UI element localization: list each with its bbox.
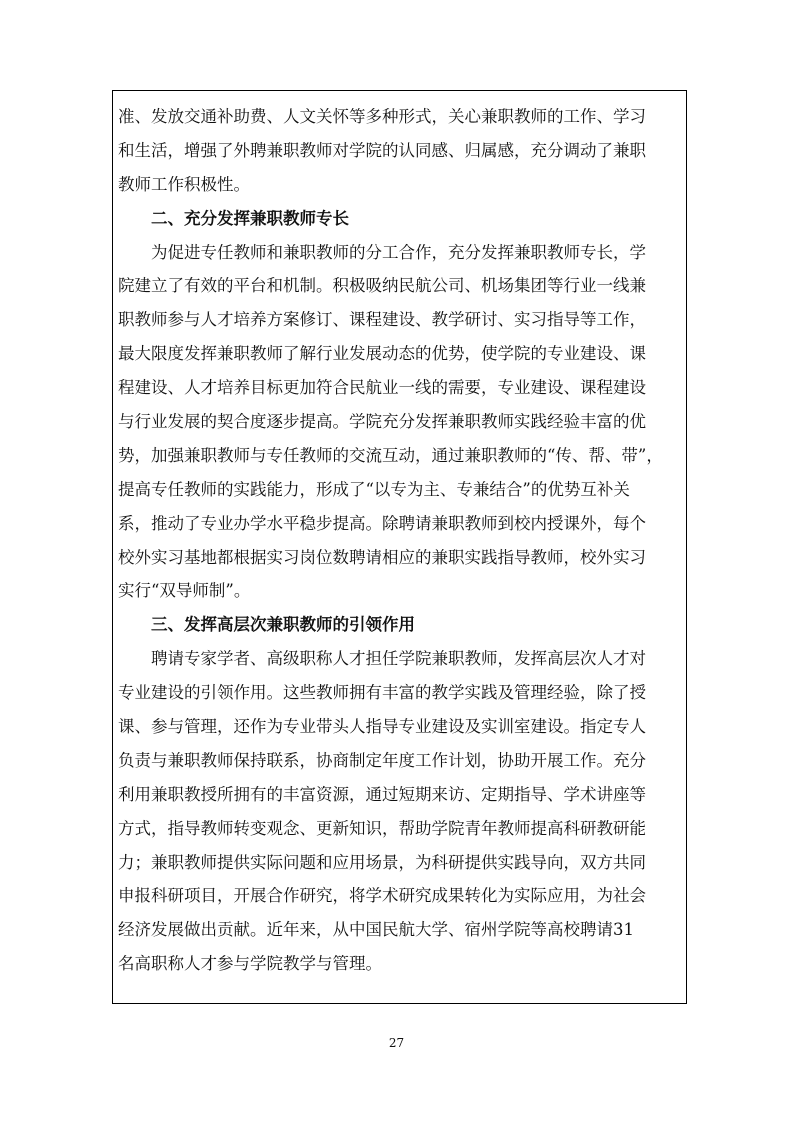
text-line: 负责与兼职教师保持联系，协商制定年度工作计划，协助开展工作。充分 [118,750,646,770]
text-line: 专业建设的引领作用。这些教师拥有丰富的教学实践及管理经验，除了授 [118,683,646,703]
text-line: 程建设、人才培养目标更加符合民航业一线的需要，专业建设、课程建设 [118,378,646,398]
text-line: 经济发展做出贡献。近年来，从中国民航大学、宿州学院等高校聘请31 [118,920,634,940]
section-heading: 三、发挥高层次兼职教师的引领作用 [118,615,415,635]
text-line: 势，加强兼职教师与专任教师的交流互动，通过兼职教师的“传、帮、带”， [118,445,663,465]
text-line: 教师工作积极性。 [118,174,250,194]
text-line: 聘请专家学者、高级职称人才担任学院兼职教师，发挥高层次人才对 [118,649,646,669]
text-line: 为促进专任教师和兼职教师的分工合作，充分发挥兼职教师专长，学 [118,242,646,262]
text-line: 名高职称人才参与学院教学与管理。 [118,954,382,974]
text-line: 院建立了有效的平台和机制。积极吸纳民航公司、机场集团等行业一线兼 [118,276,646,296]
document-body [118,100,681,981]
text-line: 力；兼职教师提供实际问题和应用场景，为科研提供实践导向，双方共同 [118,852,646,872]
text-line: 与行业发展的契合度逐步提高。学院充分发挥兼职教师实践经验丰富的优 [118,412,646,432]
text-line: 课、参与管理，还作为专业带头人指导专业建设及实训室建设。指定专人 [118,717,646,737]
section-heading: 二、充分发挥兼职教师专长 [118,208,349,228]
text-line: 方式，指导教师转变观念、更新知识，帮助学院青年教师提高科研教研能 [118,818,646,838]
page-number: 27 [388,1036,405,1050]
text-line: 职教师参与人才培养方案修订、课程建设、教学研讨、实习指导等工作， [118,310,646,330]
text-line: 最大限度发挥兼职教师了解行业发展动态的优势，使学院的专业建设、课 [118,344,646,364]
text-line: 和生活，增强了外聘兼职教师对学院的认同感、归属感，充分调动了兼职 [118,140,646,160]
text-line: 利用兼职教授所拥有的丰富资源，通过短期来访、定期指导、学术讲座等 [118,784,646,804]
text-line: 系，推动了专业办学水平稳步提高。除聘请兼职教师到校内授课外，每个 [118,513,646,533]
text-line: 申报科研项目，开展合作研究，将学术研究成果转化为实际应用，为社会 [118,886,646,906]
text-line: 校外实习基地都根据实习岗位数聘请相应的兼职实践指导教师，校外实习 [118,547,646,567]
text-line: 准、发放交通补助费、人文关怀等多种形式，关心兼职教师的工作、学习 [118,107,646,126]
text-line: 提高专任教师的实践能力，形成了“以专为主、专兼结合”的优势互补关 [118,479,630,499]
text-line: 实行“双导师制”。 [118,581,251,601]
